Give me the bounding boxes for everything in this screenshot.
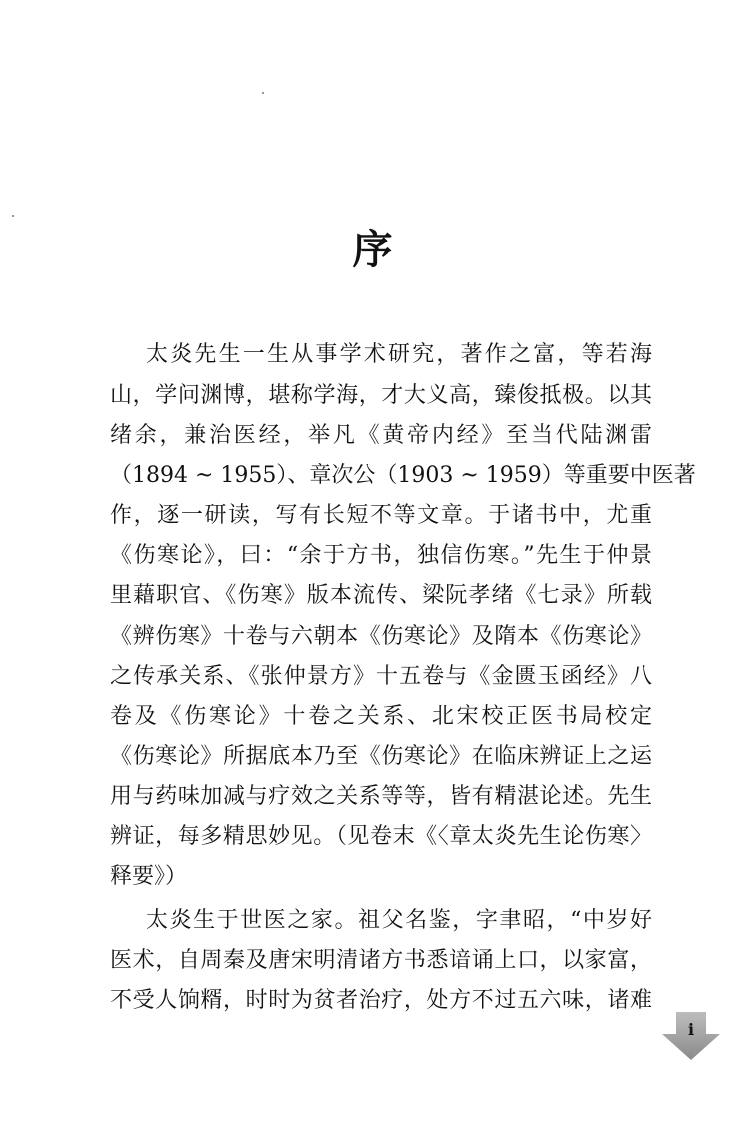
text-line: 辨证，每多精思妙见。（见卷末《〈章太炎先生论伤寒〉 xyxy=(110,824,652,849)
text-line: 之传承关系、《张仲景方》十五卷与《金匮玉函经》八 xyxy=(110,664,652,689)
text-line: 《伤寒论》，曰：“余于方书，独信伤寒。”先生于仲景 xyxy=(110,543,652,568)
text-line: 卷及《伤寒论》十卷之关系、北宋校正医书局校定 xyxy=(110,704,652,729)
scan-speck xyxy=(12,215,14,217)
text-line: 里藉职官、《伤寒》版本流传、梁阮孝绪《七录》所载 xyxy=(110,583,652,608)
text-line: 绪余，兼治医经，举凡《黄帝内经》至当代陆渊雷 xyxy=(110,423,652,448)
text-line: 太炎先生一生从事学术研究，著作之富，等若海 xyxy=(146,342,652,367)
text-line: 太炎生于世医之家。祖父名鉴，字聿昭，“中岁好 xyxy=(146,908,652,933)
text-line: （1894 ~ 1955）、章次公（1903 ~ 1959）等重要中医著 xyxy=(110,463,696,488)
text-line: 医术，自周秦及唐宋明清诸方书悉谙诵上口，以家富， xyxy=(110,948,652,973)
text-line: 山，学问渊博，堪称学海，才大义高，臻俊抵极。以其 xyxy=(110,383,652,408)
text-line: 《辨伤寒》十卷与六朝本《伤寒论》及隋本《伤寒论》 xyxy=(110,624,652,649)
text-line: 不受人饷糈，时时为贫者治疗，处方不过五六味，诸难 xyxy=(110,988,652,1013)
page-number-badge xyxy=(660,1010,722,1062)
page-title: 序 xyxy=(352,226,393,273)
text-line: 释要》） xyxy=(110,864,188,889)
page-number: i xyxy=(687,1020,695,1039)
text-line: 《伤寒论》所据底本乃至《伤寒论》在临床辨证上之运 xyxy=(110,744,652,769)
text-line: 用与药味加减与疗效之关系等等，皆有精湛论述。先生 xyxy=(110,784,652,809)
scan-speck xyxy=(262,92,264,94)
text-line: 作，逐一研读，写有长短不等文章。于诸书中，尤重 xyxy=(110,503,652,528)
